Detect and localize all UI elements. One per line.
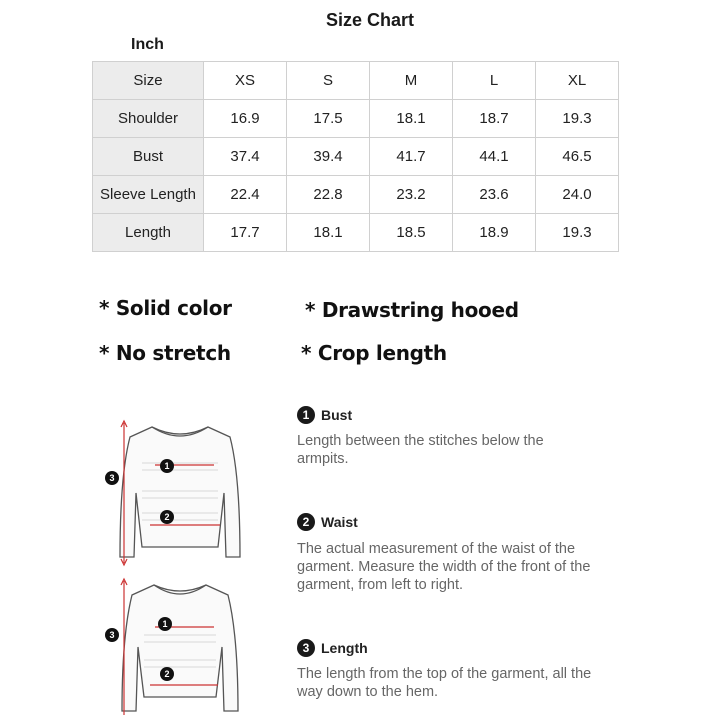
table-cell: 39.4 (287, 138, 370, 176)
row-label: Sleeve Length (93, 176, 204, 214)
header-cell: L (453, 62, 536, 100)
badge-waist-top: 2 (160, 510, 174, 524)
table-cell: 17.7 (204, 214, 287, 252)
note-number-icon: 2 (297, 513, 315, 531)
note-waist-desc: The actual measurement of the waist of the garment. Measure the width of the front of the garment, from left to right. (297, 541, 591, 593)
sweater-diagram-bottom (100, 575, 260, 720)
note-waist-title: 2 Waist (297, 513, 358, 531)
row-label: Length (93, 214, 204, 252)
header-cell: XS (204, 62, 287, 100)
table-row (93, 214, 619, 252)
header-cell: Size (93, 62, 204, 100)
table-header-row (93, 62, 619, 100)
table-cell: 23.6 (453, 176, 536, 214)
table-cell: 18.1 (287, 214, 370, 252)
row-label: Bust (93, 138, 204, 176)
header-cell: S (287, 62, 370, 100)
table-cell: 44.1 (453, 138, 536, 176)
table-cell: 37.4 (204, 138, 287, 176)
note-length-title: 3 Length (297, 639, 368, 657)
note-bust-title: 1 Bust (297, 406, 352, 424)
feature-no-stretch: * No stretch (99, 341, 231, 365)
unit-label: Inch (131, 36, 164, 53)
table-row (93, 138, 619, 176)
table-cell: 41.7 (370, 138, 453, 176)
table-row (93, 100, 619, 138)
table-cell: 22.8 (287, 176, 370, 214)
table-cell: 18.7 (453, 100, 536, 138)
feature-crop-length: * Crop length (301, 341, 447, 365)
note-length-desc: The length from the top of the garment, all the way down to the hem. (297, 666, 592, 700)
badge-length-bottom: 3 (105, 628, 119, 642)
table-cell: 46.5 (536, 138, 619, 176)
table-cell: 19.3 (536, 100, 619, 138)
table-cell: 22.4 (204, 176, 287, 214)
badge-bust-top: 1 (160, 459, 174, 473)
size-table (92, 61, 619, 252)
row-label: Shoulder (93, 100, 204, 138)
table-row (93, 176, 619, 214)
table-cell: 19.3 (536, 214, 619, 252)
header-cell: M (370, 62, 453, 100)
table-cell: 18.5 (370, 214, 453, 252)
badge-waist-bottom: 2 (160, 667, 174, 681)
sweater-diagram-top (100, 415, 260, 570)
feature-solid-color: * Solid color (99, 296, 232, 320)
note-bust-desc: Length between the stitches below the armpits. (297, 433, 544, 467)
feature-drawstring: * Drawstring hooed (305, 298, 519, 322)
note-number-icon: 1 (297, 406, 315, 424)
table-cell: 16.9 (204, 100, 287, 138)
note-number-icon: 3 (297, 639, 315, 657)
table-cell: 18.1 (370, 100, 453, 138)
badge-length-top: 3 (105, 471, 119, 485)
chart-title: Size Chart (325, 10, 415, 30)
table-cell: 23.2 (370, 176, 453, 214)
header-cell: XL (536, 62, 619, 100)
table-cell: 24.0 (536, 176, 619, 214)
table-cell: 17.5 (287, 100, 370, 138)
table-cell: 18.9 (453, 214, 536, 252)
badge-bust-bottom: 1 (158, 617, 172, 631)
